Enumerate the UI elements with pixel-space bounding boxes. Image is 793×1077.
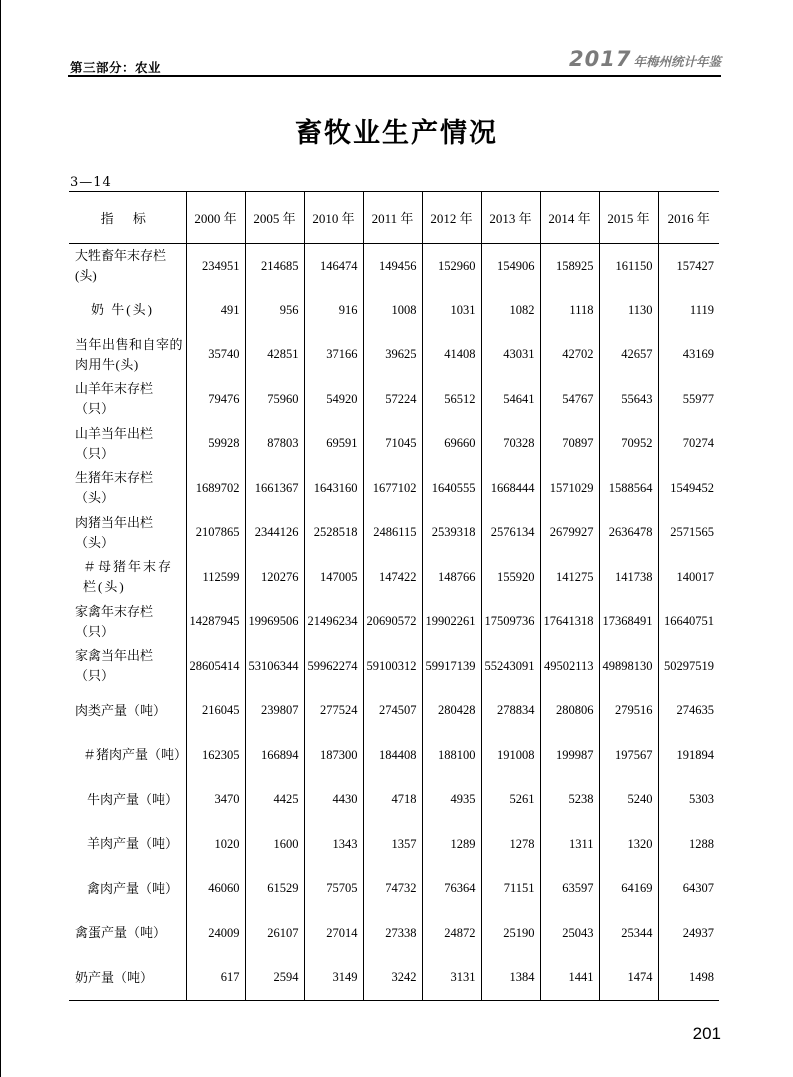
table-cell: 120276 xyxy=(245,555,304,600)
table-cell: 491 xyxy=(186,288,245,333)
table-cell: 2539318 xyxy=(422,511,481,556)
row-label: 羊肉产量（吨） xyxy=(87,836,179,852)
table-cell: 278834 xyxy=(481,689,540,734)
table-cell: 4425 xyxy=(245,778,304,823)
table-cell: 162305 xyxy=(186,733,245,778)
table-cell: 79476 xyxy=(186,377,245,422)
table-cell: 71151 xyxy=(481,867,540,912)
page-number: 201 xyxy=(692,1024,721,1043)
column-header: 指 标 xyxy=(69,192,186,244)
table-cell: 4430 xyxy=(304,778,363,823)
table-cell: 916 xyxy=(304,288,363,333)
table-cell: 39625 xyxy=(363,333,422,378)
table-cell: 1571029 xyxy=(540,466,599,511)
table-cell: 1474 xyxy=(599,956,658,1001)
table-cell: 216045 xyxy=(186,689,245,734)
table-cell: 53106344 xyxy=(245,644,304,689)
table-cell: 75705 xyxy=(304,867,363,912)
table-cell: 1288 xyxy=(658,822,719,867)
column-header: 2016 年 xyxy=(658,192,719,244)
row-label: 生猪年末存栏（头） xyxy=(75,470,154,506)
table-cell: 17509736 xyxy=(481,600,540,645)
table-row xyxy=(69,333,719,378)
table-cell: 61529 xyxy=(245,867,304,912)
table-row xyxy=(69,778,719,823)
table-cell: 2528518 xyxy=(304,511,363,556)
table-cell: 5240 xyxy=(599,778,658,823)
table-cell: 3242 xyxy=(363,956,422,1001)
table-cell: 26107 xyxy=(245,911,304,956)
table-cell: 74732 xyxy=(363,867,422,912)
table-cell: 2594 xyxy=(245,956,304,1001)
table-cell: 49502113 xyxy=(540,644,599,689)
table-cell: 1588564 xyxy=(599,466,658,511)
table-cell: 14287945 xyxy=(186,600,245,645)
table-cell: 70328 xyxy=(481,422,540,467)
table-row xyxy=(69,377,719,422)
table-cell: 1549452 xyxy=(658,466,719,511)
table-cell: 2344126 xyxy=(245,511,304,556)
column-header: 2010 年 xyxy=(304,192,363,244)
table-cell: 152960 xyxy=(422,244,481,289)
table-cell: 41408 xyxy=(422,333,481,378)
table-cell: 4718 xyxy=(363,778,422,823)
table-cell: 147005 xyxy=(304,555,363,600)
table-cell: 55977 xyxy=(658,377,719,422)
column-header: 2000 年 xyxy=(186,192,245,244)
page-title: 畜牧业生产情况 xyxy=(295,118,498,149)
table-cell: 69660 xyxy=(422,422,481,467)
row-label: 山羊年末存栏（只） xyxy=(75,381,154,417)
table-cell: 1689702 xyxy=(186,466,245,511)
table-row xyxy=(69,511,719,556)
table-cell: 280428 xyxy=(422,689,481,734)
table-cell: 1118 xyxy=(540,288,599,333)
table-cell: 2576134 xyxy=(481,511,540,556)
brand-year: 2017 xyxy=(569,47,632,71)
table-cell: 199987 xyxy=(540,733,599,778)
table-row xyxy=(69,644,719,689)
table-cell: 37166 xyxy=(304,333,363,378)
table-cell: 1600 xyxy=(245,822,304,867)
table-cell: 1643160 xyxy=(304,466,363,511)
table-row xyxy=(69,822,719,867)
table-cell: 617 xyxy=(186,956,245,1001)
table-cell: 43169 xyxy=(658,333,719,378)
table-cell: 3131 xyxy=(422,956,481,1001)
row-label: 肉类产量（吨） xyxy=(75,702,167,718)
table-cell: 277524 xyxy=(304,689,363,734)
row-label: 当年出售和自宰的肉用牛(头) xyxy=(75,336,184,372)
table-cell: 191894 xyxy=(658,733,719,778)
column-header: 2014 年 xyxy=(540,192,599,244)
table-cell: 112599 xyxy=(186,555,245,600)
table-cell: 234951 xyxy=(186,244,245,289)
table-cell: 64169 xyxy=(599,867,658,912)
table-cell: 2636478 xyxy=(599,511,658,556)
table-row xyxy=(69,867,719,912)
table-cell: 59100312 xyxy=(363,644,422,689)
table-cell: 27014 xyxy=(304,911,363,956)
table-cell: 187300 xyxy=(304,733,363,778)
table-cell: 280806 xyxy=(540,689,599,734)
table-cell: 27338 xyxy=(363,911,422,956)
table-cell: 43031 xyxy=(481,333,540,378)
table-cell: 1289 xyxy=(422,822,481,867)
table-cell: 59928 xyxy=(186,422,245,467)
table-cell: 239807 xyxy=(245,689,304,734)
table-cell: 25190 xyxy=(481,911,540,956)
table-cell: 63597 xyxy=(540,867,599,912)
table-row xyxy=(69,733,719,778)
table-row xyxy=(69,555,719,600)
table-cell: 1384 xyxy=(481,956,540,1001)
section-header: 第三部分：农业 xyxy=(70,60,162,75)
table-cell: 70897 xyxy=(540,422,599,467)
row-label: 大牲畜年末存栏(头) xyxy=(75,248,167,283)
table-cell: 274507 xyxy=(363,689,422,734)
table-cell: 69591 xyxy=(304,422,363,467)
column-header: 2005 年 xyxy=(245,192,304,244)
row-label: 山羊当年出栏（只） xyxy=(75,425,154,461)
table-cell: 24009 xyxy=(186,911,245,956)
table-cell: 70952 xyxy=(599,422,658,467)
table-cell: 214685 xyxy=(245,244,304,289)
table-cell: 64307 xyxy=(658,867,719,912)
table-cell: 42702 xyxy=(540,333,599,378)
table-cell: 25043 xyxy=(540,911,599,956)
table-cell: 17641318 xyxy=(540,600,599,645)
table-cell: 148766 xyxy=(422,555,481,600)
table-cell: 274635 xyxy=(658,689,719,734)
table-cell: 57224 xyxy=(363,377,422,422)
table-cell: 2571565 xyxy=(658,511,719,556)
header-rule xyxy=(68,75,721,77)
table-row xyxy=(69,422,719,467)
table-cell: 21496234 xyxy=(304,600,363,645)
page-frame-line xyxy=(0,0,1,1077)
row-label: ＃猪肉产量（吨） xyxy=(83,747,188,763)
brand-text: 年梅州统计年鉴 xyxy=(633,54,721,69)
header-row xyxy=(69,192,719,244)
table-cell: 158925 xyxy=(540,244,599,289)
table-cell: 166894 xyxy=(245,733,304,778)
table-row xyxy=(69,244,719,289)
table-cell: 24872 xyxy=(422,911,481,956)
row-label: 奶 牛(头) xyxy=(91,302,154,318)
row-label: 奶产量（吨） xyxy=(69,956,186,1001)
table-cell: 141275 xyxy=(540,555,599,600)
table-cell: 1661367 xyxy=(245,466,304,511)
table-cell: 50297519 xyxy=(658,644,719,689)
table-cell: 1031 xyxy=(422,288,481,333)
yearbook-brand xyxy=(569,47,721,71)
table-cell: 279516 xyxy=(599,689,658,734)
table-cell: 149456 xyxy=(363,244,422,289)
table-cell: 188100 xyxy=(422,733,481,778)
table-cell: 1640555 xyxy=(422,466,481,511)
table-cell: 1020 xyxy=(186,822,245,867)
table-cell: 49898130 xyxy=(599,644,658,689)
table-cell: 46060 xyxy=(186,867,245,912)
table-cell: 24937 xyxy=(658,911,719,956)
column-header: 2013 年 xyxy=(481,192,540,244)
table-cell: 1668444 xyxy=(481,466,540,511)
table-cell: 1278 xyxy=(481,822,540,867)
table-cell: 54920 xyxy=(304,377,363,422)
table-cell: 28605414 xyxy=(186,644,245,689)
table-cell: 55243091 xyxy=(481,644,540,689)
table-cell: 42657 xyxy=(599,333,658,378)
table-cell: 191008 xyxy=(481,733,540,778)
table-cell: 184408 xyxy=(363,733,422,778)
row-label: 家禽年末存栏（只） xyxy=(75,603,154,639)
table-cell: 56512 xyxy=(422,377,481,422)
table-cell: 3470 xyxy=(186,778,245,823)
table-number: 3—14 xyxy=(70,175,112,190)
table-cell: 3149 xyxy=(304,956,363,1001)
table-cell: 140017 xyxy=(658,555,719,600)
table-cell: 19969506 xyxy=(245,600,304,645)
table-cell: 1677102 xyxy=(363,466,422,511)
column-header: 2012 年 xyxy=(422,192,481,244)
table-cell: 1311 xyxy=(540,822,599,867)
table-cell: 1008 xyxy=(363,288,422,333)
table-cell: 55643 xyxy=(599,377,658,422)
table-cell: 71045 xyxy=(363,422,422,467)
table-cell: 146474 xyxy=(304,244,363,289)
table-cell: 197567 xyxy=(599,733,658,778)
table-row xyxy=(69,466,719,511)
row-label: 肉猪当年出栏（头） xyxy=(75,514,154,550)
table-cell: 87803 xyxy=(245,422,304,467)
table-row xyxy=(69,956,719,1001)
table-cell: 25344 xyxy=(599,911,658,956)
row-label: ＃母猪年末存栏(头) xyxy=(83,559,174,595)
table-row xyxy=(69,911,719,956)
table-cell: 1130 xyxy=(599,288,658,333)
table-cell: 2679927 xyxy=(540,511,599,556)
table-cell: 155920 xyxy=(481,555,540,600)
table-cell: 141738 xyxy=(599,555,658,600)
table-cell: 157427 xyxy=(658,244,719,289)
table-cell: 42851 xyxy=(245,333,304,378)
table-cell: 1082 xyxy=(481,288,540,333)
table-cell: 161150 xyxy=(599,244,658,289)
table-cell: 1320 xyxy=(599,822,658,867)
table-cell: 75960 xyxy=(245,377,304,422)
table-cell: 1119 xyxy=(658,288,719,333)
row-label: 家禽当年出栏（只） xyxy=(75,648,154,684)
table-cell: 16640751 xyxy=(658,600,719,645)
table-cell: 1343 xyxy=(304,822,363,867)
table-cell: 59917139 xyxy=(422,644,481,689)
table-cell: 20690572 xyxy=(363,600,422,645)
table-cell: 1357 xyxy=(363,822,422,867)
table-cell: 2107865 xyxy=(186,511,245,556)
table-cell: 154906 xyxy=(481,244,540,289)
column-header: 2015 年 xyxy=(599,192,658,244)
column-header: 2011 年 xyxy=(363,192,422,244)
table-cell: 5238 xyxy=(540,778,599,823)
row-label: 禽蛋产量（吨） xyxy=(75,925,167,941)
table-row xyxy=(69,600,719,645)
table-row xyxy=(69,689,719,734)
table-cell: 4935 xyxy=(422,778,481,823)
table-cell: 2486115 xyxy=(363,511,422,556)
table-cell: 147422 xyxy=(363,555,422,600)
table-cell: 70274 xyxy=(658,422,719,467)
table-cell: 59962274 xyxy=(304,644,363,689)
table-cell: 1498 xyxy=(658,956,719,1001)
table-row xyxy=(69,288,719,333)
table-cell: 35740 xyxy=(186,333,245,378)
table-cell: 956 xyxy=(245,288,304,333)
table-cell: 54641 xyxy=(481,377,540,422)
table-cell: 54767 xyxy=(540,377,599,422)
table-cell: 1441 xyxy=(540,956,599,1001)
table-cell: 19902261 xyxy=(422,600,481,645)
table-cell: 5261 xyxy=(481,778,540,823)
table-cell: 76364 xyxy=(422,867,481,912)
livestock-table xyxy=(69,191,719,1001)
table-cell: 17368491 xyxy=(599,600,658,645)
row-label: 禽肉产量（吨） xyxy=(87,880,179,896)
table-cell: 5303 xyxy=(658,778,719,823)
row-label: 牛肉产量（吨） xyxy=(87,791,179,807)
